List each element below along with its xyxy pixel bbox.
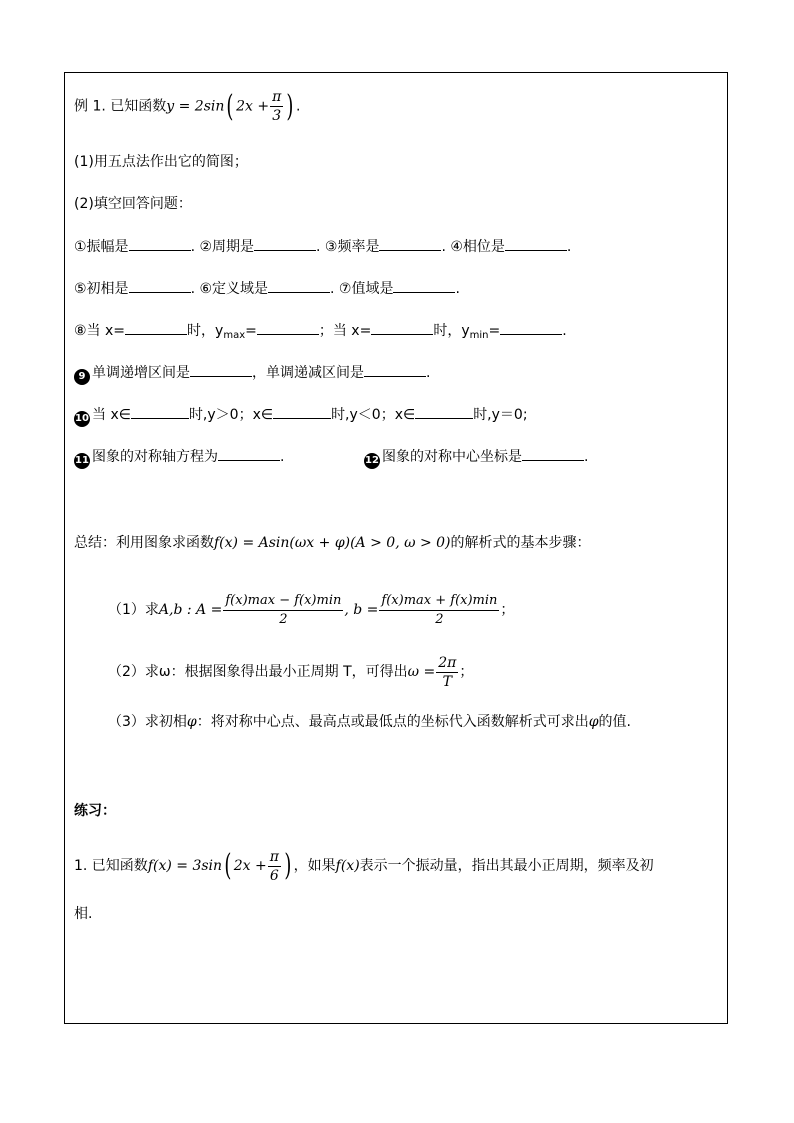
fraction-num: π (272, 89, 282, 105)
increasing-label: 单调递增区间是 (92, 365, 190, 381)
frequency-blank[interactable] (379, 236, 441, 251)
practice-1-cont: 相. (74, 906, 93, 922)
fill-row-5 (74, 404, 528, 427)
fraction-num: 2π (438, 654, 457, 671)
row-end: . (584, 449, 589, 465)
step1-vars: A,b : A = (158, 602, 223, 618)
fill-row-6b (364, 446, 588, 469)
example-inner: 2x + (236, 98, 270, 115)
ymin-blank[interactable] (500, 320, 562, 335)
row-end: . (562, 323, 567, 339)
p1-label: 1. 已知函数 (74, 858, 148, 874)
row-end: . (426, 365, 431, 381)
paren-right: ) (286, 88, 294, 124)
p1-text-2: 表示一个振动量，指出其最小正周期，频率及初 (359, 858, 654, 874)
practice-1 (74, 846, 654, 886)
center-blank[interactable] (522, 446, 584, 461)
p1-func2: f(x) (335, 858, 360, 874)
question-1: (1)用五点法作出它的简图； (74, 154, 248, 170)
step-1 (108, 590, 514, 630)
example-label: 例 1. 已知函数 (74, 98, 167, 115)
fraction-num: π (269, 848, 279, 865)
example-line (74, 88, 300, 124)
row-end: . (455, 281, 460, 297)
circled-number: 11 (74, 453, 90, 469)
phi-symbol: φ (186, 714, 197, 730)
summary-tail: 的解析式的基本步骤： (450, 535, 591, 551)
x-min-blank[interactable] (371, 320, 433, 335)
domain-label: . ⑥定义域是 (190, 281, 269, 297)
fill-row-4 (74, 362, 430, 385)
summary-line (74, 533, 591, 553)
phi-symbol: φ (588, 714, 599, 730)
step1-end: ； (500, 602, 515, 618)
range-blank[interactable] (393, 278, 455, 293)
min-subscript: min (469, 330, 489, 341)
fraction-den: 3 (272, 108, 282, 124)
y-negative-blank[interactable] (273, 404, 331, 419)
when-x-label: ⑧当 x= (74, 323, 126, 339)
when-x-label-2: ；当 x= (318, 323, 372, 339)
offset-fraction (379, 592, 499, 629)
row-end: . (280, 449, 285, 465)
center-label: 图象的对称中心坐标是 (382, 449, 522, 465)
amplitude-blank[interactable] (129, 236, 191, 251)
y-positive-label: 时,y＞0；x∈ (188, 407, 274, 423)
axis-label: 图象的对称轴方程为 (92, 449, 218, 465)
practice-title: 练习： (74, 803, 116, 819)
example-fraction (270, 88, 283, 125)
omega-fraction (436, 654, 458, 691)
fill-row-2 (74, 278, 460, 299)
row-end: . (566, 239, 572, 255)
fill-row-3 (74, 320, 567, 346)
example-end: . (296, 98, 301, 115)
y-positive-blank[interactable] (131, 404, 189, 419)
paren-left: ( (226, 88, 234, 124)
fraction-den: 2 (279, 611, 288, 627)
fraction-den: 2 (435, 611, 444, 627)
ymax-label: 时，y (187, 323, 224, 339)
frequency-label: . ③频率是 (316, 239, 380, 255)
fraction-num: f(x)max + f(x)min (379, 592, 499, 611)
circled-number: 12 (364, 453, 380, 469)
question-2: (2)填空回答问题： (74, 196, 192, 212)
axis-blank[interactable] (218, 446, 280, 461)
step1-label: （1）求 (108, 602, 159, 618)
step3-label: （3）求初相 (108, 714, 187, 730)
fill-row-6 (74, 446, 284, 469)
example-func: y = 2sin (166, 98, 225, 115)
step2-end: ； (459, 664, 474, 680)
period-label: . ②周期是 (190, 239, 255, 255)
phase-label: . ④相位是 (441, 239, 505, 255)
step1-mid: , b = (344, 602, 379, 618)
period-blank[interactable] (254, 236, 316, 251)
initial-phase-blank[interactable] (129, 278, 191, 293)
fraction-den: T (442, 673, 452, 690)
fill-row-1 (74, 236, 571, 257)
summary-label: 总结：利用图象求函数 (74, 535, 214, 551)
equals: = (245, 323, 257, 339)
equals-2: = (488, 323, 501, 339)
max-subscript: max (223, 330, 246, 341)
fraction-den: 6 (269, 867, 279, 884)
step2-text: （2）求ω：根据图象得出最小正周期 T，可得出 (108, 664, 408, 680)
circled-number: 9 (74, 369, 90, 385)
paren-left: ( (224, 848, 232, 883)
step-3 (108, 712, 631, 732)
amplitude-label: ①振幅是 (74, 239, 129, 255)
amplitude-fraction (223, 592, 343, 629)
step3-text: ：将对称中心点、最高点或最低点的坐标代入函数解析式可求出 (196, 714, 589, 730)
initial-phase-label: ⑤初相是 (74, 281, 129, 297)
y-negative-label: 时,y＜0；x∈ (331, 407, 416, 423)
step-2 (108, 652, 473, 692)
p1-fraction (268, 848, 281, 885)
domain-blank[interactable] (268, 278, 330, 293)
ymax-blank[interactable] (257, 320, 319, 335)
x-max-blank[interactable] (125, 320, 187, 335)
circled-number: 10 (74, 411, 90, 427)
paren-right: ) (284, 848, 292, 883)
fraction-num: f(x)max − f(x)min (223, 592, 343, 611)
step3-end: 的值. (598, 714, 631, 730)
x-in-label: 当 x∈ (92, 407, 131, 423)
phase-blank[interactable] (505, 236, 567, 251)
p1-text: ，如果 (293, 858, 336, 874)
decreasing-label: ，单调递减区间是 (252, 365, 364, 381)
range-label: . ⑦值域是 (330, 281, 394, 297)
ymin-label: 时，y (433, 323, 470, 339)
y-zero-label: 时,y＝0; (473, 407, 528, 423)
p1-inner: 2x + (233, 858, 267, 874)
p1-func: f(x) = 3sin (147, 858, 223, 874)
step2-lhs: ω = (407, 664, 436, 680)
decreasing-blank[interactable] (364, 362, 426, 377)
summary-formula: f(x) = Asin(ωx + φ)(A > 0, ω > 0) (214, 535, 451, 551)
increasing-blank[interactable] (190, 362, 252, 377)
y-zero-blank[interactable] (415, 404, 473, 419)
